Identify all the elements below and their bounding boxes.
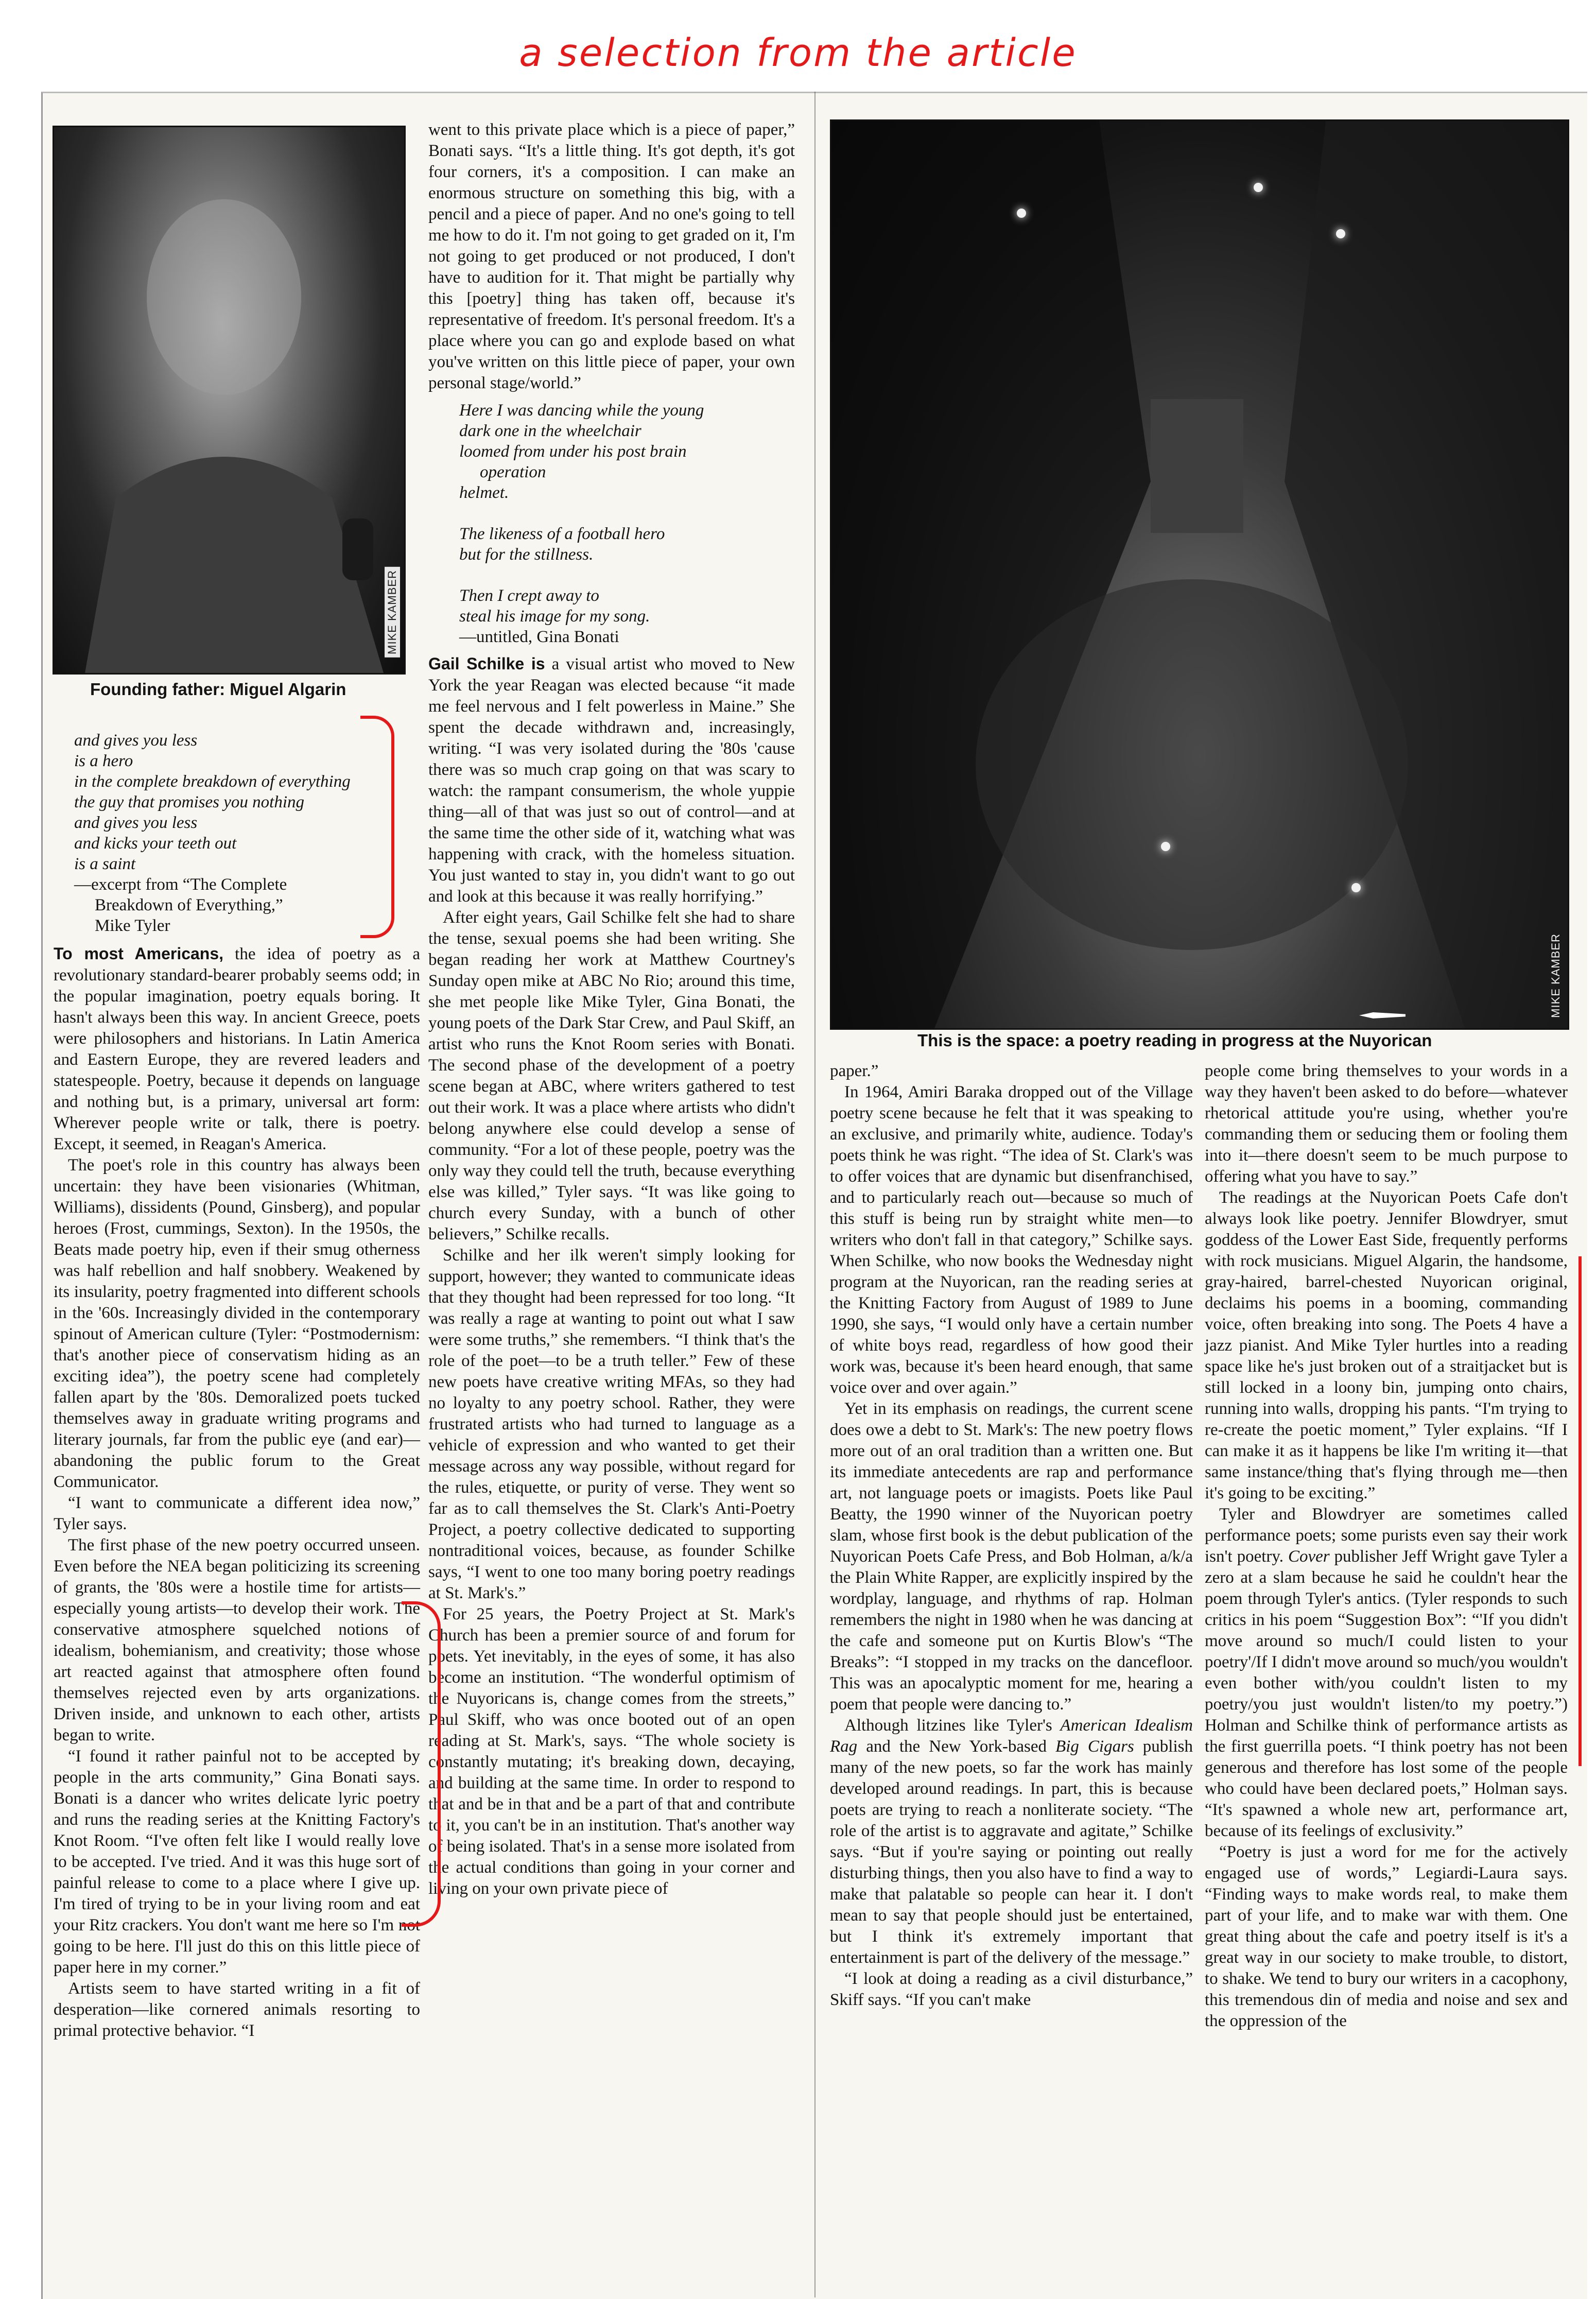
article-column-3 — [830, 1061, 1193, 2011]
paragraph: people come bring themselves to your words in a way they haven't been asked to do before—whatever rhetorical attitude you're using, whether you're commanding them or seducing them or fooling them into it—there doesn't seem to be much purpose to offering what you have to say.” — [1205, 1062, 1568, 1186]
paragraph: In 1964, Amiri Baraka dropped out of the Village poetry scene because he felt that it was speaking to an exclusive, and primarily white, audience. Today's poets think he was right. “The idea of St. Clark's was to offer voices that are dynamic but disenfranchised, and to particularly reach out—because so much of this stuff is being run by straight white men—to writers who don't fall in that category,” Schilke says. When Schilke, who now books the Wednesday night program at the Nuyorican, ran the reading series at the Knitting Factory from August of 1989 to June 1990, she says, “I would only have a certain number of white boys read, regardless of how good their work was, because it's been heard enough, that same voice over and over again.” — [830, 1083, 1193, 1397]
article-column-2 — [428, 119, 795, 1899]
photo-caption-left: Founding father: Miguel Algarin — [90, 680, 346, 699]
paragraph: For 25 years, the Poetry Project at St. Mark's Church has been a premier source of and forum for poets. Yet inevitably, in the eyes of some, it has also become an institution. “The wonderful optimism of the Nuyoricans is, change comes from the streets,” Paul Skiff, who was once booted out of an open reading at St. Mark's, says. “The whole society is constantly mutating; it's breaking down, decaying, and building at the same time. In order to respond to that and be in that and be a part of that and contribute to it, you can't be in an institution. That's another way of being isolated. That's in a sense more isolated from the actual conditions than going in your corner and living on your own private piece of — [428, 1605, 795, 1898]
column-rule — [814, 92, 816, 2297]
paragraph: The first phase of the new poetry occurred unseen. Even before the NEA began politicizing its screening of grants, the '80s were a hostile time for artists—especially young artists—to develop their work. The conservative atmosphere squelched notions of idealism, bohemianism, and creativity; those whose art reacted against that atmosphere often found themselves rejected even by arts organizations. Driven inside, and unknown to each other, artists began to write. — [54, 1536, 420, 1744]
publication-title: American Idealism Rag — [830, 1716, 1193, 1756]
poem-attribution: Breakdown of Everything,” — [95, 896, 283, 914]
table-light — [1161, 842, 1170, 851]
poem-excerpt-bonati — [459, 400, 795, 647]
paragraph — [830, 1715, 1193, 1968]
poem-line: and kicks your teeth out — [74, 834, 237, 853]
stage-light — [1017, 209, 1026, 218]
poem-line: and gives you less — [74, 731, 198, 750]
poem-attribution: —excerpt from “The Complete — [74, 875, 287, 894]
stage-light — [1336, 229, 1345, 238]
paragraph: went to this private place which is a piece of paper,” Bonati says. “It's a little thing. It's got depth, it's got four corners, it's a composition. I can make an enormous structure on something this big, with a pencil and a piece of paper. And no one's going to tell me how to do it. I'm not going to get graded on it, I'm not going to get produced or not produced, I don't have to audition for it. That might be partially why this [poetry] thing has taken off, because it's representative of freedom. It's personal freedom. It's a place where you can go and explode based on what you've written on this little piece of paper, your own personal stage/world.” — [428, 120, 795, 392]
poem-line: and gives you less — [74, 814, 198, 832]
paragraph — [1205, 1504, 1568, 1842]
poem-line: dark one in the wheelchair — [459, 422, 641, 440]
paragraph-text: Tyler and Blowdryer are sometimes called performance poets; some purists even say their work isn't poetry. — [1205, 1505, 1568, 1566]
red-bracket-poem — [360, 716, 394, 938]
poem-attribution: Mike Tyler — [95, 917, 170, 935]
paragraph: After eight years, Gail Schilke felt she had to share the tense, sexual poems she had been writing. She began reading her work at Matthew Courtney's Sunday open mike at ABC No Rio; around this time, she met people like Mike Tyler, Gina Bonati, the young poets of the Dark Star Crew, and Paul Skiff, an artist who runs the Knot Room series with Bonati. The second phase of the development of a poetry scene began at ABC, where writers gathered to test out their work. It was a place where artists who didn't belong anywhere else could develop a sense of community. “For a lot of these people, poetry was the only way they could tell the truth, because everything else was killed,” Tyler says. “It was like going to church every Sunday, with a bunch of other believers,” Schilke recalls. — [428, 908, 795, 1243]
paragraph — [54, 943, 420, 1155]
publication-title: Big Cigars — [1055, 1737, 1134, 1756]
poem-line: The likeness of a football hero — [459, 525, 665, 543]
paragraph: The poet's role in this country has always been uncertain: they have been visionaries (Whitman, Williams), dissidents (Pound, Ginsberg), and popular heroes (Frost, cummings, Sexton). In the 1950s, the Beats made poetry hip, even if their smug otherness was half rebellion and half snobbery. Weakened by its insularity, poetry fragmented into different schools in the '60s. Increasingly divided in the contemporary spinout of American culture (Tyler: “Postmodernism: that's another piece of conservatism hiding as an exciting idea”), the poetry scene had completely fallen apart by the '80s. Demoralized poets tucked themselves away in graduate writing programs and literary journals, far from the public eye (and ear)—abandoning the public forum to the Great Communicator. — [54, 1156, 420, 1491]
handwritten-annotation: a selection from the article — [519, 31, 1077, 75]
photo-credit: MIKE KAMBER — [1549, 934, 1562, 1018]
portrait-silhouette — [54, 127, 404, 673]
publication-title: Cover — [1288, 1547, 1330, 1566]
poem-line: operation — [480, 463, 546, 481]
paragraph: Artists seem to have started writing in a fit of desperation—like cornered animals resorting to primal protective behavior. “I — [54, 1979, 420, 2040]
lead-in: To most Americans, — [54, 944, 224, 963]
paragraph — [428, 653, 795, 907]
photo-nuyorican-reading — [830, 119, 1569, 1030]
poem-line: loomed from under his post brain — [459, 442, 687, 461]
photo-credit: MIKE KAMBER — [385, 567, 400, 658]
table-light — [1351, 883, 1361, 892]
paragraph: Schilke and her ilk weren't simply looking for support, however; they wanted to communicate ideas that they thought had been repressed for too long. “It was really a rage at wanting to point out what I saw were some truths,” she remembers. “I think that's the role of the poet—to be a truth teller.” Few of these new poets have creative writing MFAs, so they had no loyalty to any poetry school. Rather, they were frustrated artists who had turned to language as a vehicle of expression and who wanted to get their message across any way possible, without regard for the rules, etiquette, or purity of verse. They went so far as to call themselves the St. Clark's Anti-Poetry Project, a poetry collective dedicated to supporting nontraditional voices, because, as founder Schilke says, “I went to one too many boring poetry readings at St. Mark's.” — [428, 1246, 795, 1602]
paragraph: “I found it rather painful not to be accepted by people in the arts community,” Gina Bonati says. Bonati is a dancer who writes delicate lyric poetry and runs the reading series at the Knitting Factory's Knot Room. “I've often felt like I would really love to be accepted. I've tried. And it was this huge sort of painful release to come to a place where I give up. I'm tired of trying to be in your living room and eat your Ritz crackers. You don't want me here so I'm not going to be here. I'll just do this on this little piece of paper here in my corner.” — [54, 1747, 420, 1977]
poem-line: in the complete breakdown of everything — [74, 772, 351, 791]
paragraph: “Poetry is just a word for me for the actively engaged use of words,” Legiardi-Laura says. “Finding ways to make words real, to make them part of your life, and to make war with them. One great thing about the cafe and poetry itself is it's a great way in our society to make trouble, to distort, to shake. We tend to bury our writers in a cacophony, this tremendous din of media and noise and sex and the oppression of the — [1205, 1843, 1568, 2030]
photo-caption-right: This is the space: a poetry reading in progress at the Nuyorican — [917, 1031, 1432, 1050]
lead-in: Gail Schilke is — [428, 654, 545, 673]
stage-light — [1254, 183, 1263, 192]
paragraph-text: publish many of the new poets, so far the work has mainly developed around readings. In part, this is because poets are trying to reach a nonliterate society. “The role of the artist is to aggravate and agitate,” Schilke says. “But if you're saying or pointing out really disturbing things, then you also have to find a way to make that palatable so people can hear it. I don't mean to say that people should just be entertained, but I think it's extremely important that entertainment is part of the delivery of the message.” — [830, 1737, 1193, 1967]
paragraph-text: and the New York-based — [857, 1737, 1056, 1756]
poem-line: steal his image for my song. — [459, 607, 650, 626]
crowd-scene — [831, 121, 1568, 1028]
poem-attribution: —untitled, Gina Bonati — [459, 628, 619, 646]
paragraph: “I want to communicate a different idea now,” Tyler says. — [54, 1494, 420, 1533]
paragraph-text: Although litzines like Tyler's — [844, 1716, 1061, 1735]
paragraph: The readings at the Nuyorican Poets Cafe don't always look like poetry. Jennifer Blowdryer, smut goddess of the Lower East Side, frequently performs with rock musicians. Miguel Algarin, the handsome, gray-haired, barrel-chested Nuyorican original, declaims his poems in a booming, commanding voice, often breaking into song. The Poets 4 have a jazz pianist. And Mike Tyler hurtles into a reading space like he's just broken out of a straitjacket but is still locked in a loony bin, jumping onto chairs, running into walls, dropping his pants. “I'm trying to re-create the poetic moment,” Tyler explains. “If I can make it as it happens be like I'm writing it—that same instance/thing that's flying through me—then it's going to be exciting.” — [1205, 1188, 1568, 1502]
red-bracket-column-1 — [402, 1601, 441, 1927]
article-column-4 — [1205, 1061, 1568, 2032]
poem-line: Then I crept away to — [459, 586, 599, 605]
paragraph: “I look at doing a reading as a civil disturbance,” Skiff says. “If you can't make — [830, 1969, 1193, 2009]
poem-line: but for the stillness. — [459, 545, 594, 564]
paragraph-text: a visual artist who moved to New York the year Reagan was elected because “it made me feel nervous and I felt powerless in Maine.” She spent the decade withdrawn and, increasingly, writing. “I was very isolated during the '80s 'cause there was so much crap going on that was scary to watch: the rampant consumerism, the whole yuppie thing—all of that was just so out of control—and at the same time the other side of it, watching what was happening with crack, with the homeless situation. You just wanted to stay in, you didn't want to go out and look at this because it was really horrifying.” — [428, 655, 795, 906]
poem-line: Here I was dancing while the young — [459, 401, 704, 420]
photo-miguel-algarin — [53, 126, 406, 675]
paragraph-text: the idea of poetry as a revolutionary standard-bearer probably seems odd; in the popular imagination, poetry equals boring. It hasn't always been this way. In ancient Greece, poets were philosophers and historians. In Latin America and Eastern Europe, they are revered leaders and statespeople. Poetry, because it depends on language and nothing but, is a primary, universal art form: Wherever people write or talk, there is poetry. Except, it seemed, in Reagan's America. — [54, 945, 420, 1153]
poem-line: the guy that promises you nothing — [74, 793, 304, 811]
poem-line: is a saint — [74, 855, 136, 873]
paragraph-text: publisher Jeff Wright gave Tyler a zero at a slam because he said he couldn't hear the poem through Tyler's antics. (Tyler responds to such critics in his poem “Suggestion Box”: “'If you didn't move around so much/I could listen to your poetry'/If I didn't move around so much/you wouldn't even bother with/you couldn't listen to my poetry/you just wouldn't listen/to my poetry.”) Holman and Schilke think of performance artists as the first guerrilla poets. “I think poetry has not been generous and therefore has lost some of the people who could have been declared poets,” Holman says. “It's spawned a whole new art, performance art, because of its feelings of exclusivity.” — [1205, 1547, 1568, 1840]
poem-line: is a hero — [74, 752, 133, 770]
red-margin-line — [1578, 1256, 1582, 1766]
paragraph: Yet in its emphasis on readings, the current scene does owe a debt to St. Mark's: The new poetry flows more out of an oral tradition than a written one. But its immediate antecedents are rap and performance art, not language poets or imagists. Poets like Paul Beatty, the 1990 winner of the Nuyorican poetry slam, whose first book is the debut publication of the Nuyorican Poets Cafe Press, and Bob Holman, a/k/a the Plain White Rapper, are explicitly inspired by the wordplay, language, and rhythms of rap. Holman remembers the night in 1980 when he was dancing at the cafe and someone put on Kurtis Blow's “The Breaks”: “I stopped in my tracks on the dancefloor. This was an apocalyptic moment for me, hearing a poem that people were dancing to.” — [830, 1399, 1193, 1714]
paragraph: paper.” — [830, 1062, 879, 1080]
poem-line: helmet. — [459, 483, 509, 502]
